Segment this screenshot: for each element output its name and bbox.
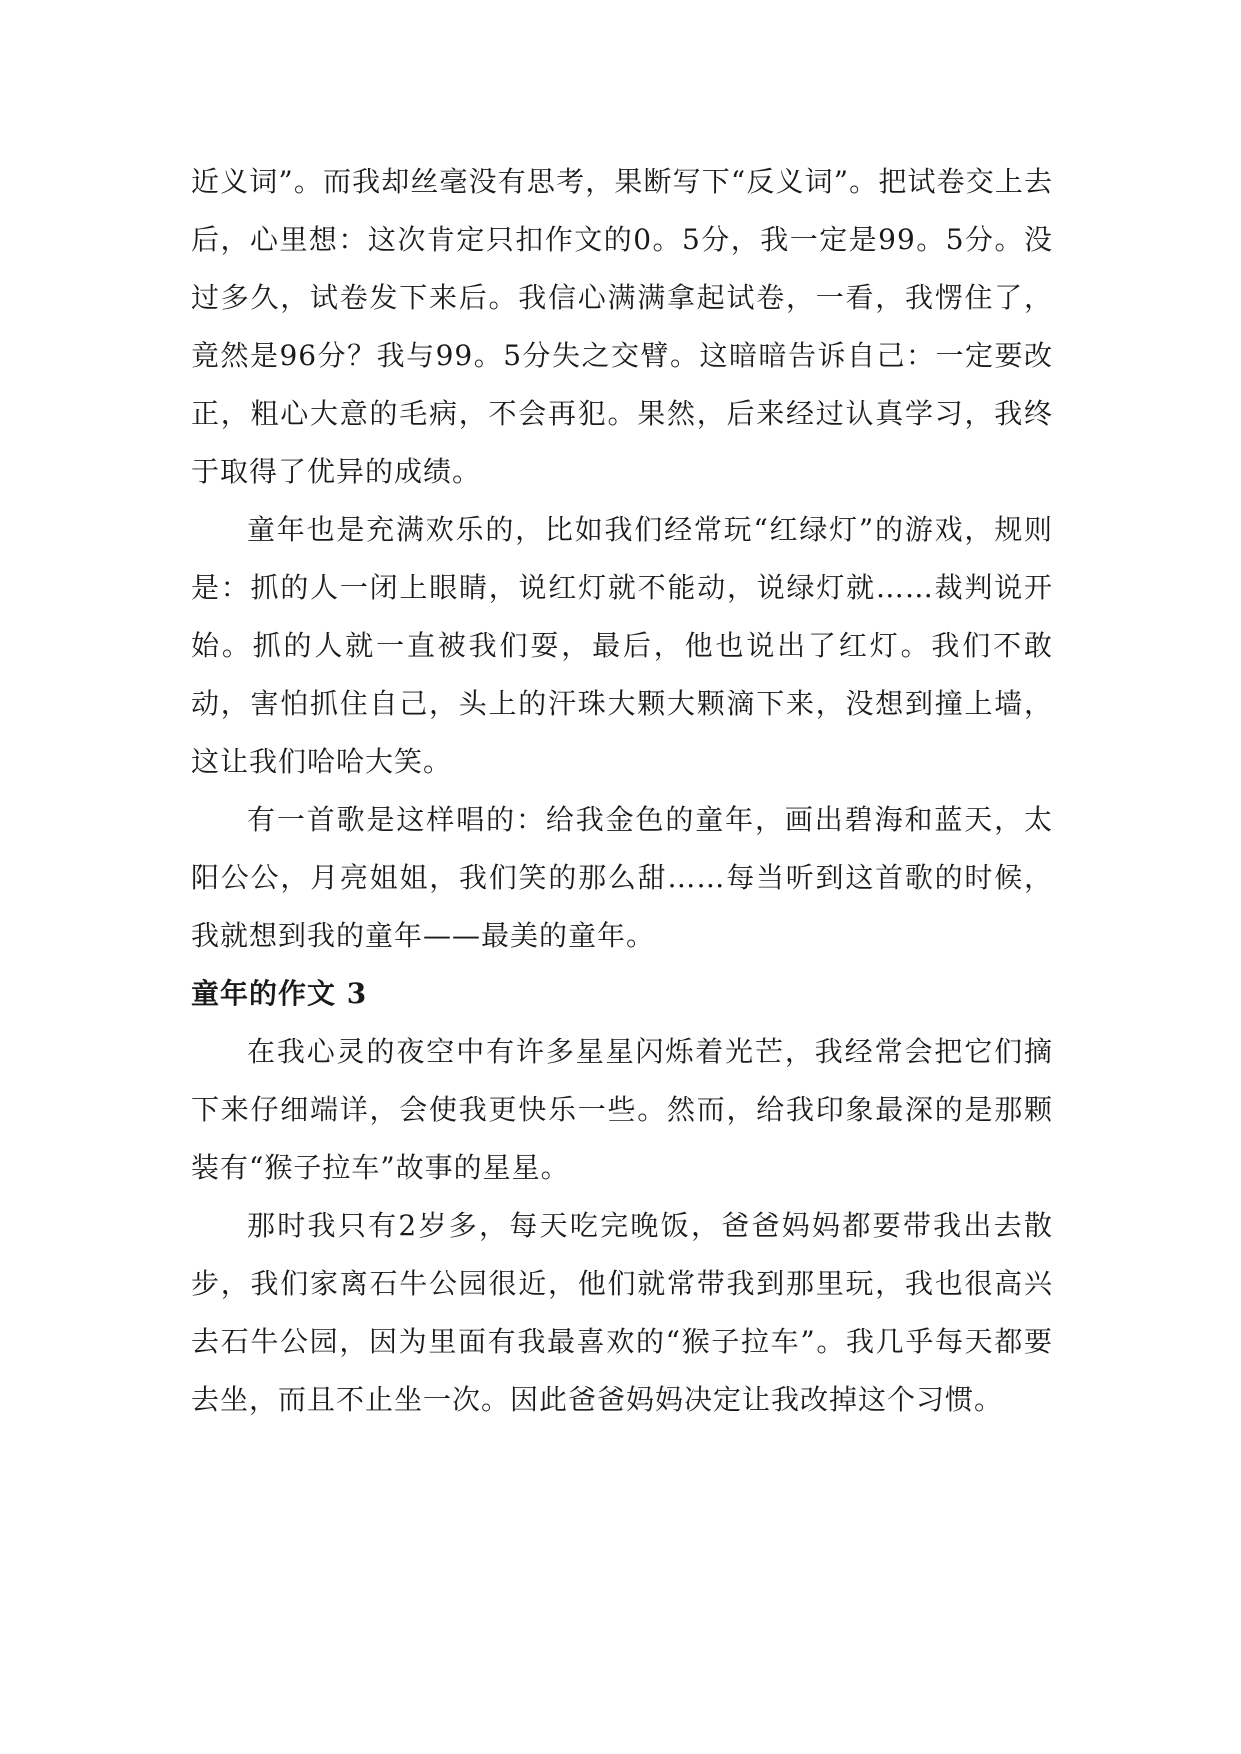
section-title: 童年的作文 3	[191, 977, 368, 1010]
paragraph: 童年也是充满欢乐的，比如我们经常玩“红绿灯”的游戏，规则是：抓的人一闭上眼睛，说红灯就不能动，说绿灯就……裁判说开始。抓的人就一直被我们耍，最后，他也说出了红灯。我们不敢动，害怕抓住自己，头上的汗珠大颗大颗滴下来，没想到撞上墙，这让我们哈哈大笑。	[191, 513, 1053, 778]
paragraph: 近义词”。而我却丝毫没有思考，果断写下“反义词”。把试卷交上去后，心里想：这次肯定只扣作文的0。5分，我一定是99。5分。没过多久，试卷发下来后。我信心满满拿起试卷，一看，我愣住了，竟然是96分？我与99。5分失之交臂。这暗暗告诉自己：一定要改正，粗心大意的毛病，不会再犯。果然，后来经过认真学习，我终于取得了优异的成绩。	[191, 165, 1053, 488]
document-body	[191, 153, 1053, 1429]
paragraph: 那时我只有2岁多，每天吃完晚饭，爸爸妈妈都要带我出去散步，我们家离石牛公园很近，他们就常带我到那里玩，我也很高兴去石牛公园，因为里面有我最喜欢的“猴子拉车”。我几乎每天都要去坐，而且不止坐一次。因此爸爸妈妈决定让我改掉这个习惯。	[191, 1209, 1053, 1416]
paragraph: 有一首歌是这样唱的：给我金色的童年，画出碧海和蓝天，太阳公公，月亮姐姐，我们笑的那么甜……每当听到这首歌的时候，我就想到我的童年——最美的童年。	[191, 803, 1053, 952]
paragraph: 在我心灵的夜空中有许多星星闪烁着光芒，我经常会把它们摘下来仔细端详，会使我更快乐一些。然而，给我印象最深的是那颗装有“猴子拉车”故事的星星。	[191, 1035, 1053, 1184]
